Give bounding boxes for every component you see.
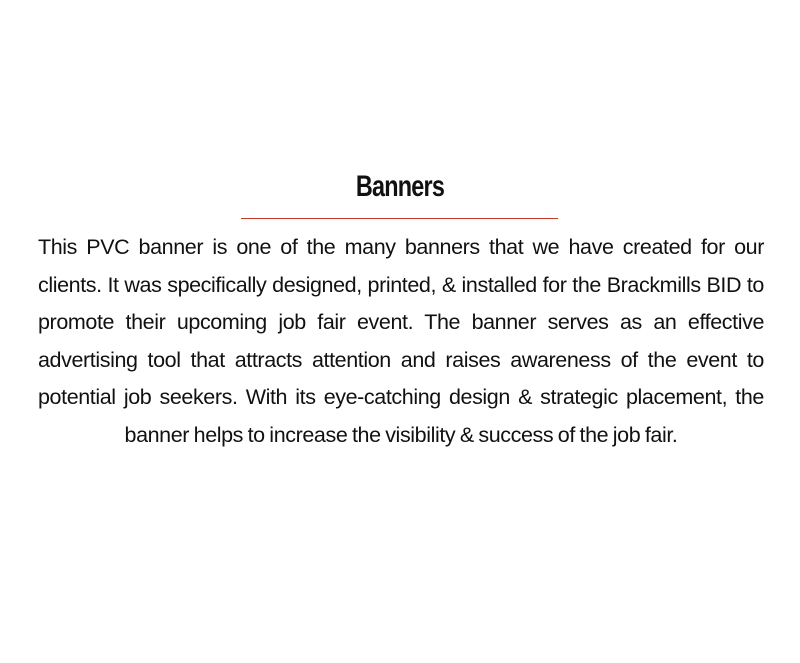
- title-underline-divider: [241, 218, 558, 219]
- section-title: Banners: [355, 170, 445, 203]
- banner-description: This PVC banner is one of the many banners that we have created for our clients. It was specifically designed, printed, & installed for the Brackmills BID to promote their upcoming job fair event. The banner serves as an effective advertising tool that attracts attention and raises awareness of the event to potential job seekers. With its eye-catching design & strategic placement, the banner helps to increase the visibility & success of the job fair.: [38, 235, 764, 447]
